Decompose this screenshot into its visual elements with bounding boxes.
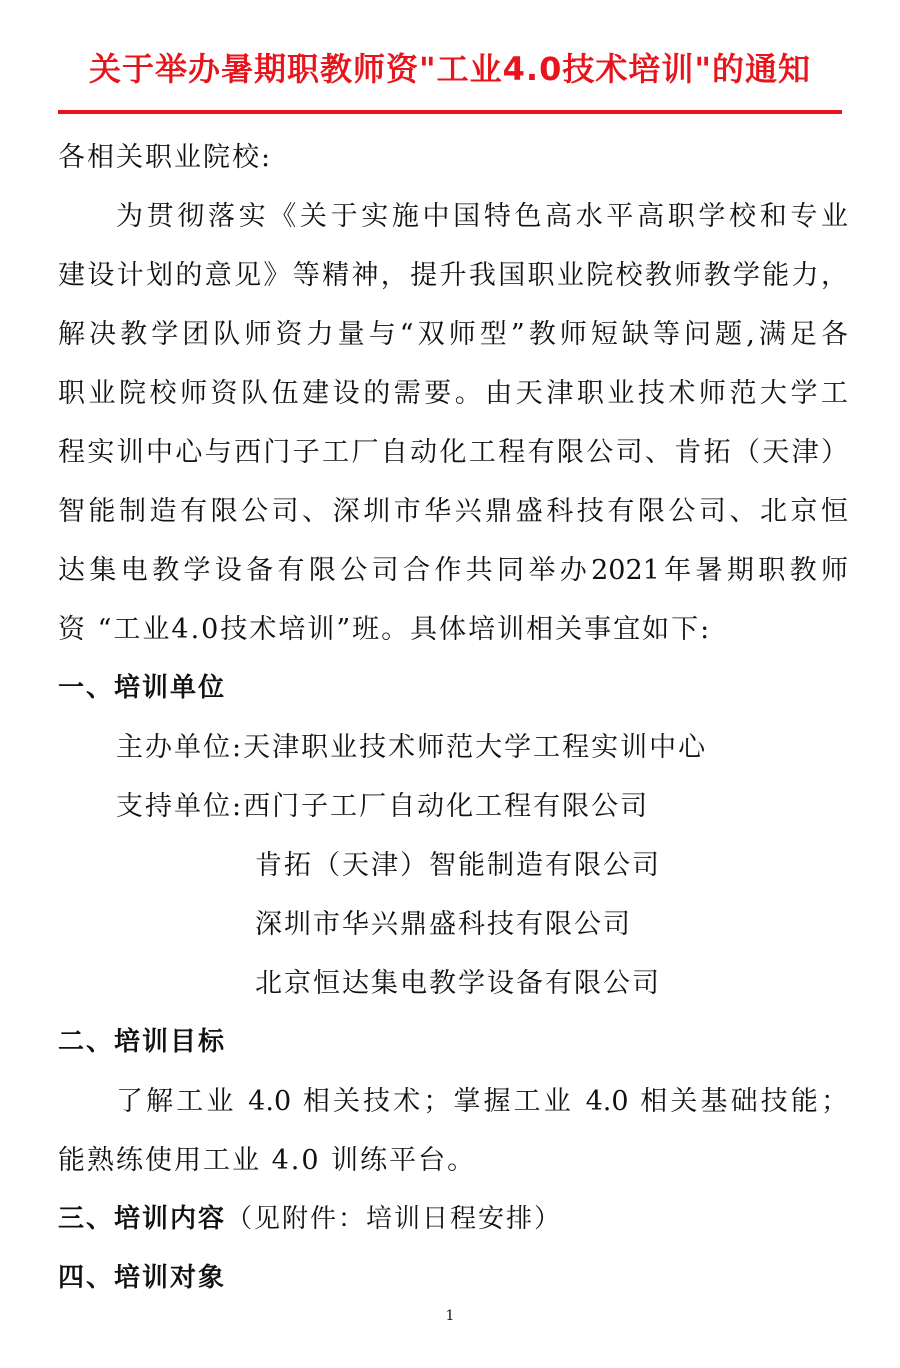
intro-line-4: 职业院校师资队伍建设的需要。由天津职业技术师范大学工: [58, 378, 848, 409]
page-number: 1: [445, 1308, 455, 1324]
support-unit-value-4: 北京恒达集电教学设备有限公司: [255, 968, 661, 999]
support-unit-row: [58, 777, 848, 836]
support-unit-label: 支持单位:: [116, 791, 244, 822]
support-unit-value-2: 肯拓（天津）智能制造有限公司: [255, 850, 661, 881]
host-unit-row: [58, 718, 848, 777]
salutation: 各相关职业院校:: [58, 142, 273, 173]
intro-line-8: 资 “工业4.0技术培训”班。具体培训相关事宜如下:: [58, 614, 712, 645]
intro-line-1: 为贯彻落实《关于实施中国特色高水平高职学校和专业: [116, 201, 848, 232]
support-unit-value-1: 西门子工厂自动化工程有限公司: [243, 791, 650, 822]
intro-line-7: 达集电教学设备有限公司合作共同举办2021年暑期职教师: [58, 555, 848, 586]
goals-line-2: 能熟练使用工业 4.0 训练平台。: [58, 1145, 477, 1176]
document-body: [58, 128, 848, 1308]
host-unit-value: 天津职业技术师范大学工程实训中心: [243, 732, 708, 763]
section-heading-content-title: 三、培训内容: [58, 1204, 227, 1234]
host-unit-label: 主办单位:: [116, 732, 244, 763]
intro-line-2: 建设计划的意见》等精神，提升我国职业院校教师教学能力，: [58, 260, 848, 291]
section-heading-units: 一、培训单位: [58, 673, 227, 703]
intro-line-6: 智能制造有限公司、深圳市华兴鼎盛科技有限公司、北京恒: [58, 496, 848, 527]
section-heading-goals: 二、培训目标: [58, 1027, 227, 1057]
title-underline: [58, 110, 842, 114]
section-heading-content: [58, 1190, 848, 1249]
support-unit-value-3: 深圳市华兴鼎盛科技有限公司: [255, 909, 632, 940]
goals-line-1: 了解工业 4.0 相关技术；掌握工业 4.0 相关基础技能；: [116, 1086, 848, 1117]
document-title: 关于举办暑期职教师资"工业4.0技术培训"的通知: [88, 50, 812, 88]
attachment-note: （见附件：培训日程安排）: [226, 1204, 563, 1234]
intro-line-5: 程实训中心与西门子工厂自动化工程有限公司、肯拓（天津）: [58, 437, 848, 468]
intro-line-3: 解决教学团队师资力量与“双师型”教师短缺等问题,满足各: [58, 319, 848, 350]
section-heading-audience: 四、培训对象: [58, 1263, 227, 1293]
